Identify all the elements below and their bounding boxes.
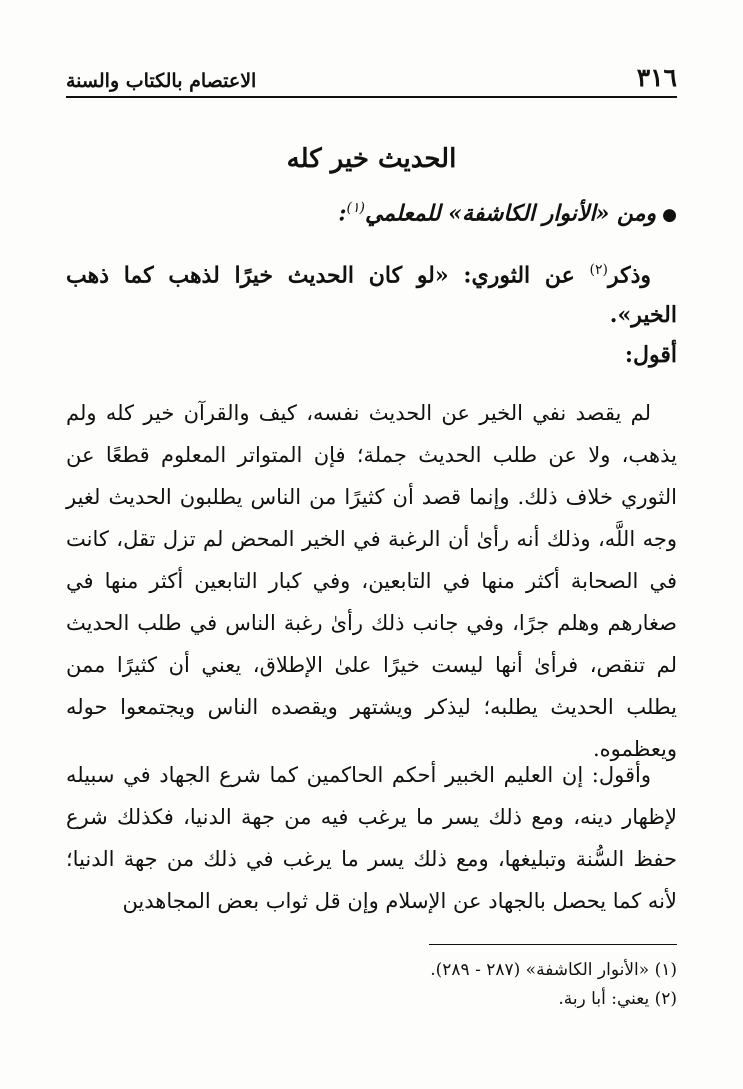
section-title: الحديث خير كله: [286, 144, 457, 174]
source-line: [66, 200, 677, 226]
quote-paragraph: [66, 250, 677, 335]
footnote-marker-1: (١): [346, 200, 365, 216]
footnotes: [66, 956, 677, 1014]
source-text: ومن «الأنوار الكاشفة» للمعلمي: [364, 200, 657, 227]
page-number: ٣١٦: [636, 63, 677, 92]
quote-text: عن الثوري: «لو كان الحديث خيرًا لذهب كما ذهب الخير».: [66, 262, 677, 329]
quote-prefix: وذكر: [607, 262, 651, 289]
footnote-2: (٢) يعني: أبا ربة.: [558, 989, 677, 1009]
running-header: [66, 58, 677, 98]
footnote-1: (١) «الأنوار الكاشفة» (٢٨٧ - ٢٨٩).: [430, 960, 677, 980]
body-paragraph-1: لم يقصد نفي الخير عن الحديث نفسه، كيف والقرآن خير كله ولم يذهب، ولا عن طلب الحديث جملة؛ فإن المتواتر المعلوم قطعًا عن الثوري خلاف ذلك. وإنما قصد أن كثيرًا من الناس يطلبون الحديث لغير وجه اللَّه، وذلك أنه رأىٰ أن الرغبة في الخير المحض لم تزل تقل، كانت في الصحابة أكثر منها في التابعين، وفي كبار التابعين أكثر منها في صغارهم وهلم جرًا، وفي جانب ذلك رأىٰ رغبة الناس في طلب الحديث لم تنقص، فرأىٰ أنها ليست خيرًا علىٰ الإطلاق، يعني أن كثيرًا ممن يطلب الحديث يطلبه؛ ليذكر ويشتهر ويقصده الناس ويجتمعوا حوله ويعظموه.: [66, 401, 677, 761]
book-title: الاعتصام بالكتاب والسنة: [66, 70, 257, 92]
footnote-marker-2: (٢): [589, 262, 608, 278]
aqul-heading: أقول:: [624, 342, 677, 368]
footnote-divider: [429, 944, 677, 945]
bullet-icon: ●: [662, 205, 677, 226]
source-colon: :: [338, 200, 347, 227]
body-paragraph-2: وأقول: إن العليم الخبير أحكم الحاكمين كما شرع الجهاد في سبيله لإظهار دينه، ومع ذلك يسر ما يرغب فيه من جهة الدنيا، فكذلك شرع حفظ السُّنة وتبليغها، ومع ذلك يسر ما يرغب في ذلك من جهة الدنيا؛ لأنه كما يحصل بالجهاد عن الإسلام وإن قل ثواب بعض المجاهدين: [66, 763, 677, 913]
